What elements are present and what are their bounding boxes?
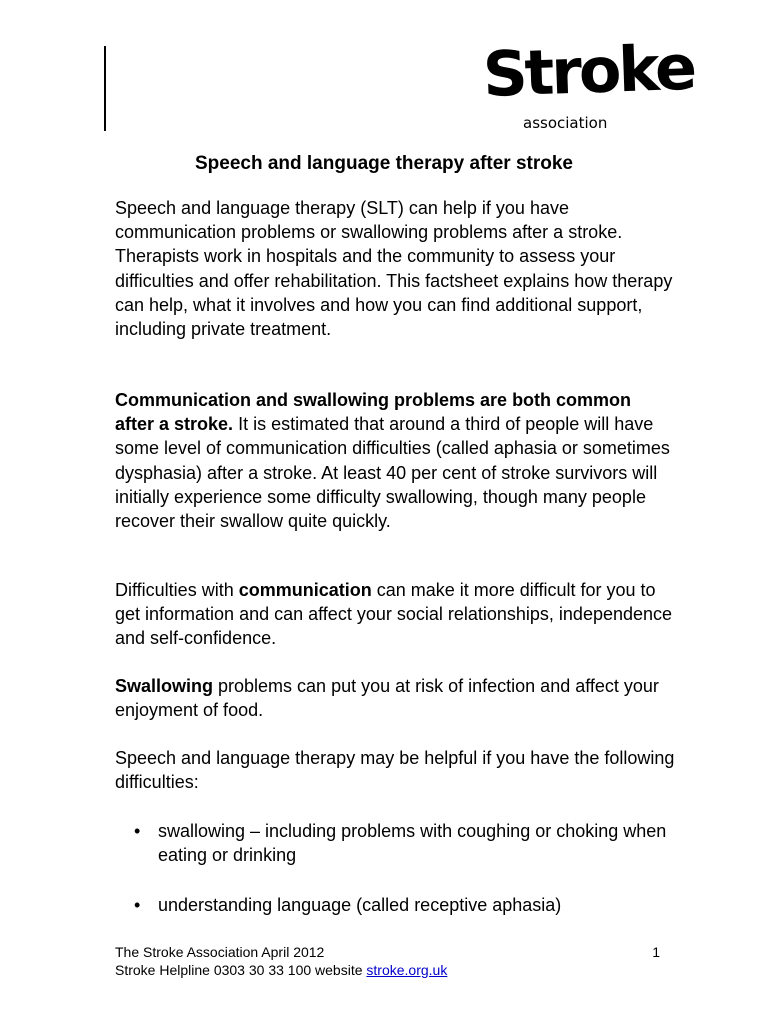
page-title: Speech and language therapy after stroke <box>194 153 573 174</box>
paragraph-common-problems-lead: Communication and swallowing problems are both common after a stroke. <box>115 390 632 435</box>
paragraph-swallowing-post: problems can put you at risk of infection and affect your enjoyment of food. <box>115 676 659 721</box>
margin-mark <box>104 46 106 131</box>
paragraph-therapy-helpful: Speech and language therapy may be helpful if you have the following difficulties: <box>115 748 675 793</box>
paragraph-communication-post: can make it more difficult for you to get information and can affect your social relationships, independence and self-confidence. <box>115 580 673 649</box>
paragraph-communication <box>115 578 675 651</box>
paragraph-swallowing <box>115 674 675 722</box>
paragraph-common-problems-body: It is estimated that around a third of people will have some level of communication difficulties (called aphasia or sometimes dysphasia) after a stroke. At least 40 per cent of stroke survivors will initially experience some difficulty swallowing, though many people recover their swallow quite quickly. <box>115 414 670 532</box>
footer <box>115 943 660 979</box>
paragraph-common-problems <box>115 388 675 533</box>
swallowing-emphasis: Swallowing <box>115 676 214 696</box>
communication-emphasis: communication <box>238 580 372 600</box>
bullet-dot: • <box>134 821 141 841</box>
list-item: swallowing – including problems with coughing or choking when eating or drinking <box>158 821 667 866</box>
paragraph-communication-pre: Difficulties with <box>115 580 239 600</box>
website-link[interactable]: stroke.org.uk <box>366 962 448 978</box>
list-item: understanding language (called receptive aphasia) <box>158 895 562 915</box>
footer-line-2 <box>115 961 660 979</box>
intro-paragraph: Speech and language therapy (SLT) can help if you have communication problems or swallowing problems after a stroke. Therapists work in hospitals and the community to assess your difficulties and offer rehabilitation. This factsheet explains how therapy can help, what it involves and how you can find additional support, including private treatment. <box>115 198 673 340</box>
logo-wordmark: Stroke <box>481 30 696 111</box>
logo-subtitle: association <box>523 114 608 132</box>
footer-helpline: Stroke Helpline 0303 30 33 100 website <box>115 962 367 978</box>
footer-line-1: The Stroke Association April 2012 <box>115 944 325 960</box>
bullet-dot: • <box>134 895 141 915</box>
stroke-association-logo <box>481 30 696 136</box>
page-number: 1 <box>652 944 660 960</box>
